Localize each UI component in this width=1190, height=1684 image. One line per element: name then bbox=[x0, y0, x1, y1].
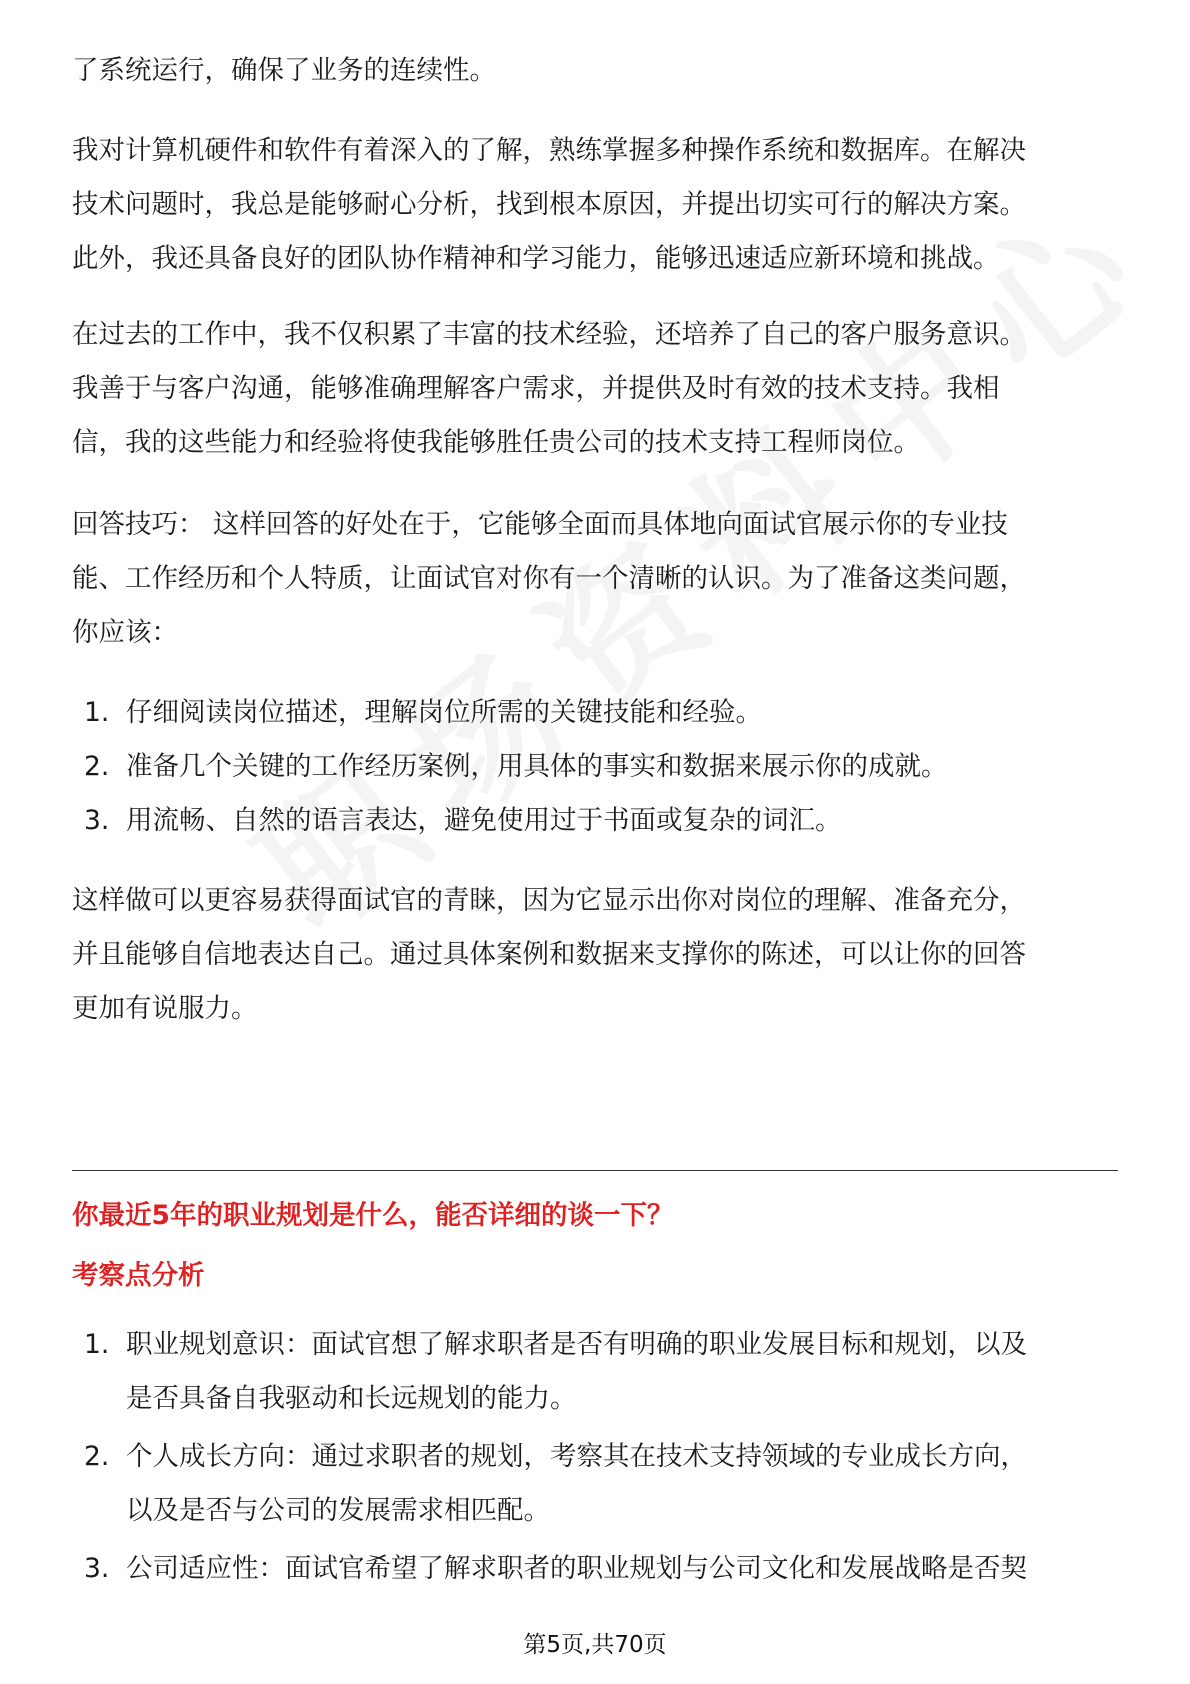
text-line: 更加有说服力。 bbox=[72, 993, 258, 1024]
section-divider bbox=[72, 1170, 1118, 1171]
text-line: 你应该： bbox=[72, 617, 178, 648]
text-line: 职业规划意识：面试官想了解求职者是否有明确的职业发展目标和规划，以及 bbox=[126, 1329, 1027, 1360]
text-line: 我善于与客户沟通，能够准确理解客户需求，并提供及时有效的技术支持。我相 bbox=[72, 373, 1000, 404]
text-line: 能、工作经历和个人特质，让面试官对你有一个清晰的认识。为了准备这类问题， bbox=[72, 563, 1026, 594]
text-line: 公司适应性：面试官希望了解求职者的职业规划与公司文化和发展战略是否契 bbox=[126, 1553, 1027, 1584]
text-line: 并且能够自信地表达自己。通过具体案例和数据来支撑你的陈述，可以让你的回答 bbox=[72, 939, 1026, 970]
paragraph-conclusion bbox=[72, 874, 1118, 1036]
page-footer: 第5页,共70页 bbox=[523, 1632, 667, 1658]
text-line: 准备几个关键的工作经历案例，用具体的事实和数据来展示你的成就。 bbox=[126, 751, 948, 782]
text-line: 仔细阅读岗位描述，理解岗位所需的关键技能和经验。 bbox=[126, 697, 762, 728]
text-line: 信，我的这些能力和经验将使我能够胜任贵公司的技术支持工程师岗位。 bbox=[72, 427, 920, 458]
list-item bbox=[84, 686, 1118, 740]
list-number: 3. bbox=[84, 1553, 110, 1584]
list-number: 1. bbox=[84, 697, 110, 728]
paragraph-answer-tips bbox=[72, 498, 1118, 660]
text-line: 个人成长方向：通过求职者的规划，考察其在技术支持领域的专业成长方向， bbox=[126, 1441, 1027, 1472]
text-line: 我对计算机硬件和软件有着深入的了解，熟练掌握多种操作系统和数据库。在解决 bbox=[72, 135, 1026, 166]
list-number: 3. bbox=[84, 805, 110, 836]
list-number: 1. bbox=[84, 1329, 110, 1360]
list-item bbox=[84, 1430, 1118, 1538]
text-line: 这样做可以更容易获得面试官的青睐，因为它显示出你对岗位的理解、准备充分， bbox=[72, 885, 1026, 916]
text-line: 在过去的工作中，我不仅积累了丰富的技术经验，还培养了自己的客户服务意识。 bbox=[72, 319, 1026, 350]
paragraph-experience bbox=[72, 308, 1118, 470]
text-line: 以及是否与公司的发展需求相匹配。 bbox=[126, 1495, 550, 1526]
text-line: 此外，我还具备良好的团队协作精神和学习能力，能够迅速适应新环境和挑战。 bbox=[72, 243, 1000, 274]
text-line: 技术问题时，我总是能够耐心分析，找到根本原因，并提出切实可行的解决方案。 bbox=[72, 189, 1026, 220]
text-line: 了系统运行，确保了业务的连续性。 bbox=[72, 55, 496, 86]
text-line: 用流畅、自然的语言表达，避免使用过于书面或复杂的词汇。 bbox=[126, 805, 842, 836]
list-item bbox=[84, 794, 1118, 848]
text-line: 是否具备自我驱动和长远规划的能力。 bbox=[126, 1383, 577, 1414]
paragraph-continuation bbox=[72, 44, 1118, 98]
analysis-heading: 考察点分析 bbox=[72, 1260, 205, 1291]
list-item bbox=[84, 740, 1118, 794]
list-item bbox=[84, 1318, 1118, 1426]
list-number: 2. bbox=[84, 751, 110, 782]
text-line: 回答技巧： 这样回答的好处在于，它能够全面而具体地向面试官展示你的专业技 bbox=[72, 509, 1008, 540]
paragraph-skills bbox=[72, 124, 1118, 286]
question-title: 你最近5年的职业规划是什么，能否详细的谈一下？ bbox=[72, 1200, 674, 1231]
list-item bbox=[84, 1542, 1118, 1596]
list-number: 2. bbox=[84, 1441, 110, 1472]
